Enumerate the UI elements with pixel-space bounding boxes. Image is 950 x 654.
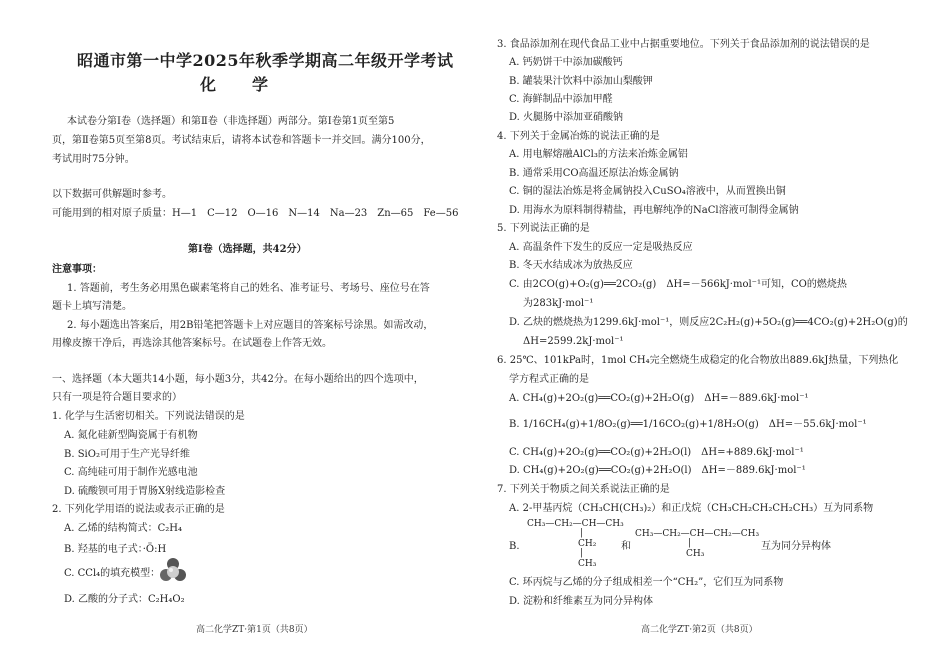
q7-stem: 7. 下列关于物质之间关系说法正确的是 [497, 484, 670, 495]
part1-heading: 第Ⅰ卷（选择题，共42分） [188, 244, 307, 255]
q5-option-c: C. 由2CO(g)+O₂(g)══2CO₂(g) ΔH=－566kJ·mol⁻¹可知，CO的燃烧热 [509, 279, 847, 290]
exam-title: 昭通市第一中学2025年秋季学期高二年级开学考试 [77, 51, 454, 70]
q4-stem: 4. 下列关于金属冶炼的说法正确的是 [497, 131, 660, 142]
q7-b-molecule1-branch: CH₂ [578, 539, 597, 549]
q1-option-b: B. SiO₂可用于生产光导纤维 [64, 449, 190, 460]
q3-option-a: A. 钙奶饼干中添加碳酸钙 [509, 57, 623, 68]
q2-stem: 2. 下列化学用语的说法或表示正确的是 [52, 504, 225, 515]
q6-option-a: A. CH₄(g)+2O₂(g)══CO₂(g)+2H₂O(g) ΔH=－889.6kJ·mol⁻¹ [509, 393, 809, 404]
q1-stem: 1. 化学与生活密切相关。下列说法错误的是 [52, 411, 245, 422]
q6-option-c: C. CH₄(g)+2O₂(g)══CO₂(g)+2H₂O(l) ΔH=+889.6kJ·mol⁻¹ [509, 447, 804, 458]
q6-stem-1: 6. 25℃、101kPa时，1mol CH₄完全燃烧生成稳定的化合物放出889.6kJ热量，下列热化 [497, 355, 899, 366]
intro-line-2: 页，第Ⅱ卷第5页至第8页。考试结束后，请将本试卷和答题卡一并交回。满分100分， [52, 135, 431, 146]
q7-b-molecule1-end: CH₃ [578, 559, 597, 569]
notice-line-4: 用橡皮擦干净后，再选涂其他答案标号。在试题卷上作答无效。 [52, 338, 332, 349]
q7-option-d: D. 淀粉和纤维素互为同分异构体 [509, 596, 654, 607]
q5-stem: 5. 下列说法正确的是 [497, 223, 590, 234]
notice-line-2: 题卡上填写清楚。 [52, 301, 132, 312]
q4-option-b: B. 通常采用CO高温还原法冶炼金属钠 [509, 168, 679, 179]
intro-line-1: 本试卷分第Ⅰ卷（选择题）和第Ⅱ卷（非选择题）两部分。第Ⅰ卷第1页至第5 [67, 116, 395, 127]
q2-option-a: A. 乙烯的结构简式：C₂H₄ [64, 523, 182, 534]
notice-title: 注意事项： [52, 264, 102, 275]
q7-b-molecule2-branch: CH₃ [686, 549, 705, 559]
q2-option-b: B. 羟基的电子式：·Ö:H [64, 544, 167, 555]
q7-b-tail: 互为同分异构体 [761, 541, 831, 552]
q7-option-b-label: B. [509, 541, 520, 552]
q7-b-molecule2-chain: CH₃—CH₂—CH—CH₂—CH₃ [635, 529, 760, 539]
q5-option-a: A. 高温条件下发生的反应一定是吸热反应 [509, 242, 693, 253]
q1-option-d: D. 硫酸钡可用于胃肠X射线造影检查 [64, 486, 226, 497]
q4-option-c: C. 铜的湿法冶炼是将金属钠投入CuSO₄溶液中，从而置换出铜 [509, 186, 786, 197]
q7-b-molecule1-bond1: | [580, 528, 584, 538]
section1-line-1: 一、选择题（本大题共14小题，每小题3分，共42分。在每小题给出的四个选项中， [52, 374, 424, 385]
q7-b-molecule1-bond2: | [580, 548, 584, 558]
q7-b-molecule2-bond: | [688, 538, 692, 548]
section1-line-2: 只有一项是符合题目要求的） [52, 392, 182, 403]
q3-option-d: D. 火腿肠中添加亚硝酸钠 [509, 112, 624, 123]
intro-line-3: 考试用时75分钟。 [52, 154, 135, 165]
q5-option-b: B. 冬天水结成冰为放热反应 [509, 260, 633, 271]
notice-line-1: 1. 答题前，考生务必用黑色碳素笔将自己的姓名、准考证号、考场号、座位号在答 [67, 283, 430, 294]
q5-option-d-cont: ΔH=2599.2kJ·mol⁻¹ [523, 336, 624, 347]
data-intro: 以下数据可供解题时参考。 [52, 189, 172, 200]
q2-option-c: C. CCl₄的填充模型： [64, 568, 161, 579]
atomic-masses: 可能用到的相对原子质量：H—1 C—12 O—16 N—14 Na—23 Zn—65 Fe—56 [52, 208, 459, 219]
q7-b-and: 和 [621, 541, 631, 552]
q6-option-b: B. 1/16CH₄(g)+1/8O₂(g)══1/16CO₂(g)+1/8H₂O(g) ΔH=－55.6kJ·mol⁻¹ [509, 419, 867, 430]
page-2-footer: 高二化学ZT·第2页（共8页） [641, 625, 758, 635]
q3-stem: 3. 食品添加剂在现代食品工业中占据重要地位。下列关于食品添加剂的说法错误的是 [497, 39, 870, 50]
q7-b-molecule1-chain: CH₃—CH₂—CH—CH₃ [527, 519, 624, 529]
q4-option-a: A. 用电解熔融AlCl₃的方法来冶炼金属铝 [509, 149, 688, 160]
q2-option-d: D. 乙酸的分子式：C₂H₄O₂ [64, 594, 185, 605]
subject-title: 化 学 [200, 75, 279, 94]
q3-option-b: B. 罐装果汁饮料中添加山梨酸钾 [509, 76, 653, 87]
q6-option-d: D. CH₄(g)+2O₂(g)══CO₂(g)+2H₂O(l) ΔH=－889.6kJ·mol⁻¹ [509, 465, 806, 476]
q5-option-d: D. 乙炔的燃烧热为1299.6kJ·mol⁻¹，则反应2C₂H₂(g)+5O₂(g)══4CO₂(g)+2H₂O(g)的 [509, 317, 908, 328]
q6-stem-2: 学方程式正确的是 [509, 374, 589, 385]
q1-option-c: C. 高纯硅可用于制作光感电池 [64, 467, 198, 478]
q4-option-d: D. 用海水为原料制得精盐，再电解纯净的NaCl溶液可制得金属钠 [509, 205, 799, 216]
q7-option-a: A. 2-甲基丙烷（CH₃CH(CH₃)₂）和正戊烷（CH₃CH₂CH₂CH₂CH₃）互为同系物 [509, 503, 874, 514]
q5-option-c-cont: 为283kJ·mol⁻¹ [523, 298, 594, 309]
page-1-footer: 高二化学ZT·第1页（共8页） [196, 625, 313, 635]
q7-option-c: C. 环丙烷与乙烯的分子组成相差一个“CH₂”，它们互为同系物 [509, 577, 784, 588]
ccl4-space-filling-model [160, 558, 186, 584]
notice-line-3: 2. 每小题选出答案后，用2B铅笔把答题卡上对应题目的答案标号涂黑。如需改动， [67, 320, 434, 331]
q1-option-a: A. 氮化硅新型陶瓷属于有机物 [64, 430, 198, 441]
q3-option-c: C. 海鲜制品中添加甲醛 [509, 94, 613, 105]
